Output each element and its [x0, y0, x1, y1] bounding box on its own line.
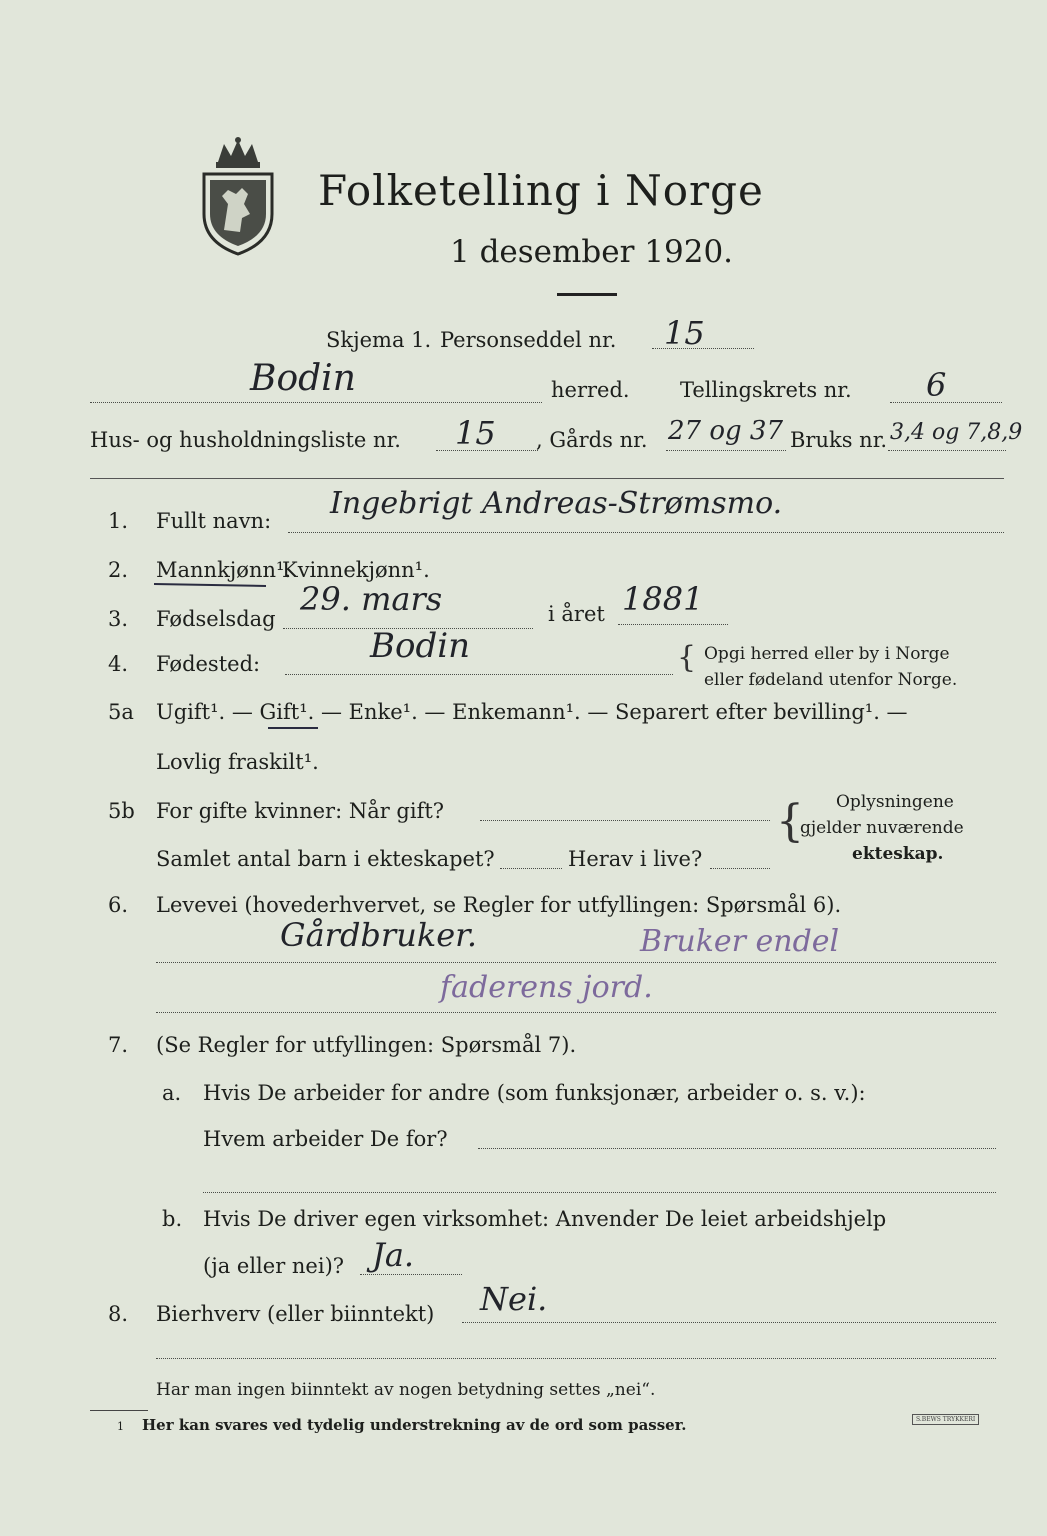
- q5b-note-line3: ekteskap.: [852, 844, 944, 864]
- tellingskrets-label: Tellingskrets nr.: [680, 378, 852, 402]
- q6-value-line1[interactable]: Gårdbruker.: [280, 916, 478, 954]
- q8-line: [462, 1322, 996, 1323]
- q7b-line: [360, 1274, 462, 1275]
- q1-number: 1.: [108, 509, 129, 533]
- q7b-value[interactable]: Ja.: [372, 1236, 415, 1274]
- q5a-gift-underline: [268, 727, 318, 729]
- footer-note: Har man ingen biinntekt av nogen betydning settes „nei“.: [156, 1380, 656, 1400]
- norwegian-coat-of-arms-icon: [198, 134, 278, 256]
- q4-brace: {: [677, 640, 697, 675]
- q4-value[interactable]: Bodin: [370, 626, 470, 666]
- q8-value[interactable]: Nei.: [480, 1280, 548, 1318]
- q8-line-extra: [156, 1358, 996, 1359]
- q5b-line1: For gifte kvinner: Når gift?: [156, 799, 445, 823]
- footnote-divider: [90, 1410, 148, 1411]
- section-divider: [90, 478, 1004, 479]
- personseddel-label: Personseddel nr.: [440, 328, 617, 352]
- q2-number: 2.: [108, 558, 129, 582]
- q5b-children-line: [500, 868, 562, 869]
- q4-line: [285, 674, 673, 675]
- q7b-letter: b.: [162, 1207, 183, 1231]
- q2-male-option[interactable]: Mannkjønn¹.: [156, 558, 292, 582]
- q3-label: Fødselsdag: [156, 607, 276, 631]
- q4-note-line1: Opgi herred eller by i Norge: [704, 644, 950, 664]
- form-title: Folketelling i Norge: [318, 166, 764, 215]
- q5b-note-line2: gjelder nuværende: [800, 818, 964, 838]
- q7-number: 7.: [108, 1033, 129, 1057]
- q3-date-value[interactable]: 29. mars: [300, 580, 443, 618]
- personseddel-value[interactable]: 15: [664, 314, 705, 352]
- q4-number: 4.: [108, 652, 129, 676]
- q7a-line-extra: [203, 1192, 996, 1193]
- q6-line2: [156, 1012, 996, 1013]
- q2-male-underline: [154, 583, 266, 587]
- q5a-options-line2[interactable]: Lovlig fraskilt¹.: [156, 750, 319, 774]
- q3-number: 3.: [108, 607, 129, 631]
- tellingskrets-value[interactable]: 6: [926, 366, 947, 404]
- bruks-value[interactable]: 3,4 og 7,8,9: [890, 420, 1023, 445]
- q6-number: 6.: [108, 893, 129, 917]
- q5b-number: 5b: [108, 799, 135, 823]
- q5a-number: 5a: [108, 700, 134, 724]
- gards-value[interactable]: 27 og 37: [668, 416, 783, 446]
- q5b-brace: {: [776, 796, 804, 847]
- hus-label: Hus- og husholdningsliste nr.: [90, 428, 401, 452]
- q5b-alive-label: Herav i live?: [568, 847, 703, 871]
- q4-label: Fødested:: [156, 652, 261, 676]
- q7a-line: [478, 1148, 996, 1149]
- q8-number: 8.: [108, 1302, 129, 1326]
- skjema-label: Skjema 1.: [326, 328, 432, 352]
- herred-value[interactable]: Bodin: [250, 358, 356, 399]
- herred-label: herred.: [551, 378, 630, 402]
- q5b-alive-line: [710, 868, 770, 869]
- q7a-line1: Hvis De arbeider for andre (som funksjonær, arbeider o. s. v.):: [203, 1081, 866, 1105]
- footnote-marker: 1: [117, 1420, 124, 1433]
- bruks-line: [888, 450, 1006, 451]
- footnote-text: Her kan svares ved tydelig understrekning av de ord som passer.: [142, 1416, 687, 1434]
- q3-year-value[interactable]: 1881: [622, 580, 704, 618]
- title-divider: [557, 293, 617, 296]
- bruks-label: Bruks nr.: [790, 428, 888, 452]
- q6-value-line2[interactable]: faderens jord.: [440, 970, 653, 1005]
- herred-line: [90, 402, 542, 403]
- q7a-line2: Hvem arbeider De for?: [203, 1127, 448, 1151]
- q7b-line1: Hvis De driver egen virksomhet: Anvender De leiet arbeidshjelp: [203, 1207, 887, 1231]
- q1-label: Fullt navn:: [156, 509, 272, 533]
- q6-line1: [156, 962, 996, 963]
- printer-stamp: S.BEWS TRYKKERI: [912, 1414, 979, 1425]
- q5b-when-line: [480, 820, 770, 821]
- q2-female-option[interactable]: Kvinnekjønn¹.: [282, 558, 430, 582]
- gards-line: [666, 450, 786, 451]
- q1-line: [288, 532, 1004, 533]
- q5b-children-label: Samlet antal barn i ekteskapet?: [156, 847, 495, 871]
- q1-value[interactable]: Ingebrigt Andreas-Strømsmo.: [330, 486, 783, 521]
- q6-label: Levevei (hovederhvervet, se Regler for utfyllingen: Spørsmål 6).: [156, 893, 842, 917]
- q6-value-line1b[interactable]: Bruker endel: [640, 924, 840, 959]
- q4-note-line2: eller fødeland utenfor Norge.: [704, 670, 958, 690]
- q7-label: (Se Regler for utfyllingen: Spørsmål 7).: [156, 1033, 577, 1057]
- form-subtitle: 1 desember 1920.: [450, 234, 734, 270]
- hus-value[interactable]: 15: [455, 414, 496, 452]
- q3-year-label: i året: [548, 602, 605, 626]
- q7a-letter: a.: [162, 1081, 182, 1105]
- q7b-line2: (ja eller nei)?: [203, 1254, 345, 1278]
- q8-label: Bierhverv (eller biinntekt): [156, 1302, 435, 1326]
- gards-label: , Gårds nr.: [536, 428, 648, 452]
- q5b-note-line1: Oplysningene: [836, 792, 954, 812]
- q5a-options[interactable]: Ugift¹. — Gift¹. — Enke¹. — Enkemann¹. — Separert efter bevilling¹. —: [156, 700, 908, 724]
- q3-year-line: [618, 624, 728, 625]
